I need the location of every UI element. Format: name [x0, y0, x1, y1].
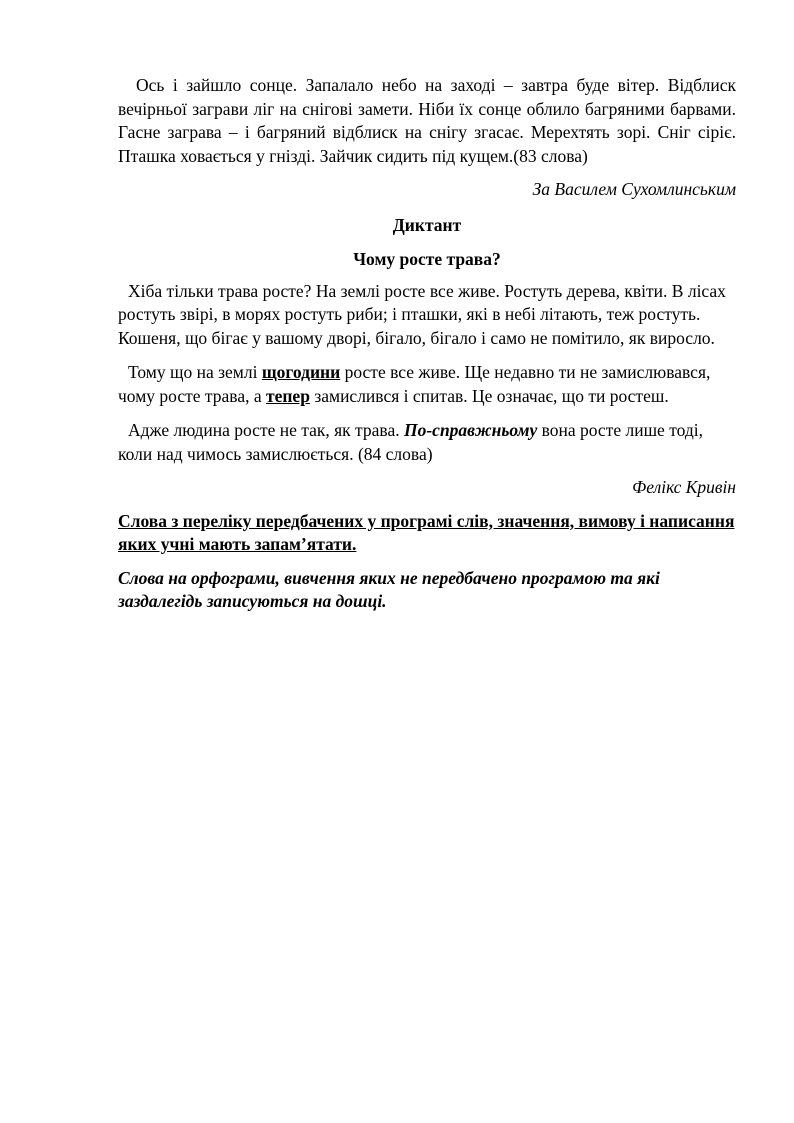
- dictation-subtitle: Чому росте трава?: [353, 249, 501, 269]
- p2-emphasis-now: тепер: [265, 385, 310, 406]
- p2-text-before: Тому що на землі: [128, 362, 262, 382]
- p2-emphasis-hourly: щогодини: [261, 362, 341, 382]
- p3-text-before: Адже людина росте не так, як трава.: [128, 420, 404, 440]
- dictation-paragraph-1: Хіба тільки трава росте? На землі росте все живе. Ростуть дерева, квіти. В лісах ростуть звірі, в морях ростуть риби; і пташки, які в небі літають, теж ростуть. Кошеня, що бігає у вашому дворі, бігало, бігало і само не помітило, як виросло.: [118, 280, 726, 348]
- p2-text-after: замислився і спитав. Це означає, що ти ростеш.: [309, 385, 669, 406]
- dictation-paragraph-3: [118, 419, 736, 466]
- dictation-paragraph-2: [118, 361, 736, 408]
- dictation-author: Фелікс Кривін: [632, 477, 736, 497]
- document-page: [118, 74, 736, 614]
- intro-source: За Василем Сухомлинським: [532, 179, 736, 199]
- p2-text-middle: росте все живе. Ще недавно ти не замислювався, чому росте трава, а: [118, 362, 711, 406]
- intro-paragraph: Ось і зайшло сонце. Запалало небо на заході – завтра буде вітер. Відблиск вечірньої заграви ліг на снігові замети. Ніби їх сонце облило багряними барвами. Гасне заграва – і багряний відблиск на снігу згасає. Мерехтять зорі. Сніг сіріє. Пташка ховається у гнізді. Зайчик сидить під кущем.(83 слова): [118, 75, 736, 166]
- dictation-title: Диктант: [392, 214, 462, 235]
- p3-text-after: вона росте лише тоді, коли над чимось замислюється. (84 слова): [118, 420, 704, 464]
- note-words-to-memorize: Слова з переліку передбачених у програмі слів, значення, вимову і написання яких учні мають запам’ятати.: [118, 510, 735, 554]
- note-board-words: Слова на орфограми, вивчення яких не передбачено програмою та які заздалегідь записуються на дошці.: [118, 567, 660, 611]
- p3-emphasis-truly: По-справжньому: [403, 420, 538, 440]
